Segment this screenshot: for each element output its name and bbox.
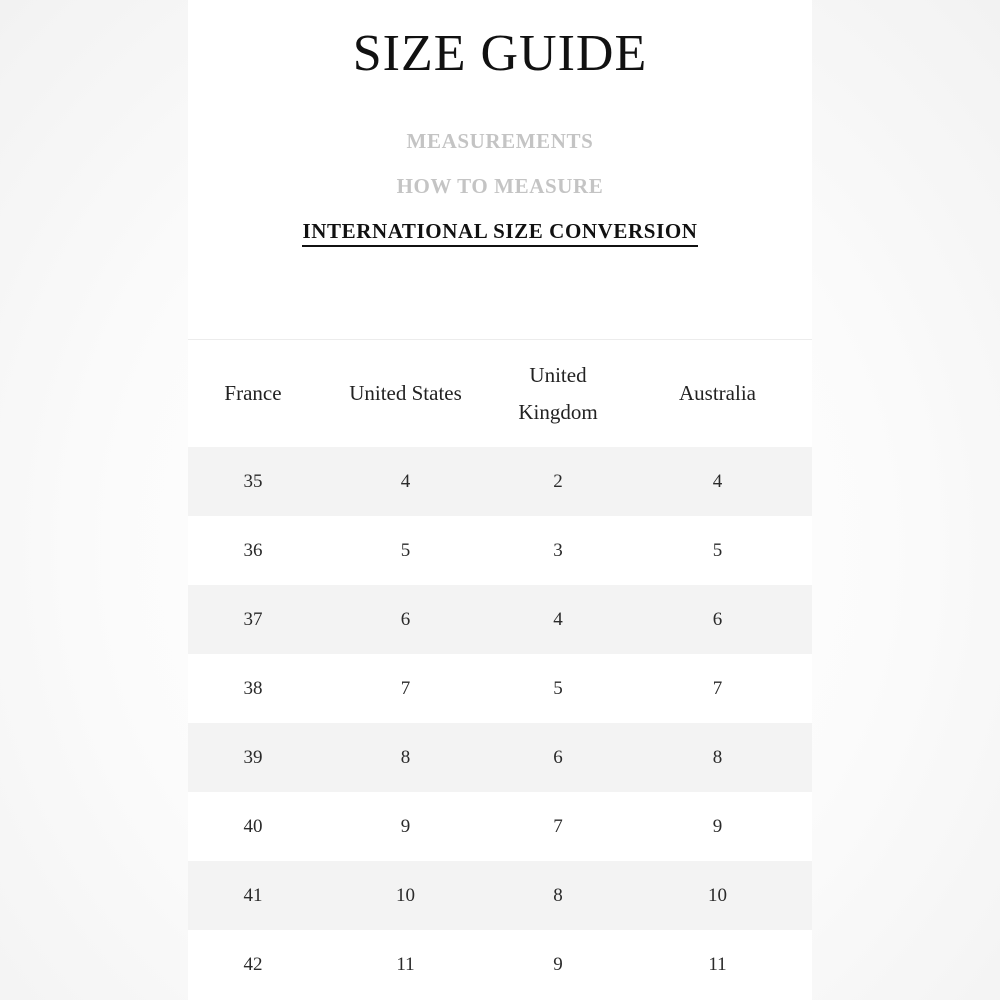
cell-united-states: 7 xyxy=(318,654,493,723)
cell-france: 37 xyxy=(188,585,318,654)
cell-united-kingdom: 5 xyxy=(493,654,623,723)
table-row xyxy=(188,585,812,654)
cell-united-kingdom: 9 xyxy=(493,930,623,999)
table-row xyxy=(188,654,812,723)
cell-france: 38 xyxy=(188,654,318,723)
cell-france: 36 xyxy=(188,516,318,585)
tab-how-to-measure[interactable]: HOW TO MEASURE xyxy=(396,174,604,198)
cell-united-kingdom: 7 xyxy=(493,792,623,861)
size-conversion-table xyxy=(188,339,812,999)
column-header-united-kingdom: United Kingdom xyxy=(518,362,598,424)
cell-united-states: 9 xyxy=(318,792,493,861)
cell-australia: 11 xyxy=(623,930,812,999)
cell-france: 40 xyxy=(188,792,318,861)
tab-international-size-conversion[interactable] xyxy=(188,216,812,246)
cell-australia: 10 xyxy=(623,861,812,930)
table-row xyxy=(188,861,812,930)
cell-united-states: 8 xyxy=(318,723,493,792)
table-row xyxy=(188,792,812,861)
cell-france: 35 xyxy=(188,447,318,516)
table-header-row xyxy=(188,340,812,448)
cell-united-kingdom: 2 xyxy=(493,447,623,516)
table-row xyxy=(188,516,812,585)
cell-australia: 9 xyxy=(623,792,812,861)
size-guide-tabs xyxy=(188,126,812,261)
cell-united-states: 5 xyxy=(318,516,493,585)
size-guide-panel xyxy=(188,0,812,1000)
table-row xyxy=(188,447,812,516)
cell-australia: 6 xyxy=(623,585,812,654)
cell-france: 39 xyxy=(188,723,318,792)
cell-australia: 4 xyxy=(623,447,812,516)
column-header-australia: Australia xyxy=(679,381,756,405)
column-header-united-states: United States xyxy=(349,381,462,405)
table-row xyxy=(188,723,812,792)
cell-united-kingdom: 8 xyxy=(493,861,623,930)
cell-france: 41 xyxy=(188,861,318,930)
cell-united-states: 6 xyxy=(318,585,493,654)
cell-australia: 5 xyxy=(623,516,812,585)
cell-united-kingdom: 6 xyxy=(493,723,623,792)
cell-united-kingdom: 4 xyxy=(493,585,623,654)
tab-measurements[interactable]: MEASUREMENTS xyxy=(406,129,594,153)
cell-france: 42 xyxy=(188,930,318,999)
cell-united-kingdom: 3 xyxy=(493,516,623,585)
column-header-france: France xyxy=(224,381,282,405)
cell-australia: 8 xyxy=(623,723,812,792)
cell-australia: 7 xyxy=(623,654,812,723)
page-title: SIZE GUIDE xyxy=(352,25,648,82)
cell-united-states: 11 xyxy=(318,930,493,999)
tab-label: INTERNATIONAL SIZE CONVERSION xyxy=(302,217,697,247)
cell-united-states: 10 xyxy=(318,861,493,930)
cell-united-states: 4 xyxy=(318,447,493,516)
table-row xyxy=(188,930,812,999)
